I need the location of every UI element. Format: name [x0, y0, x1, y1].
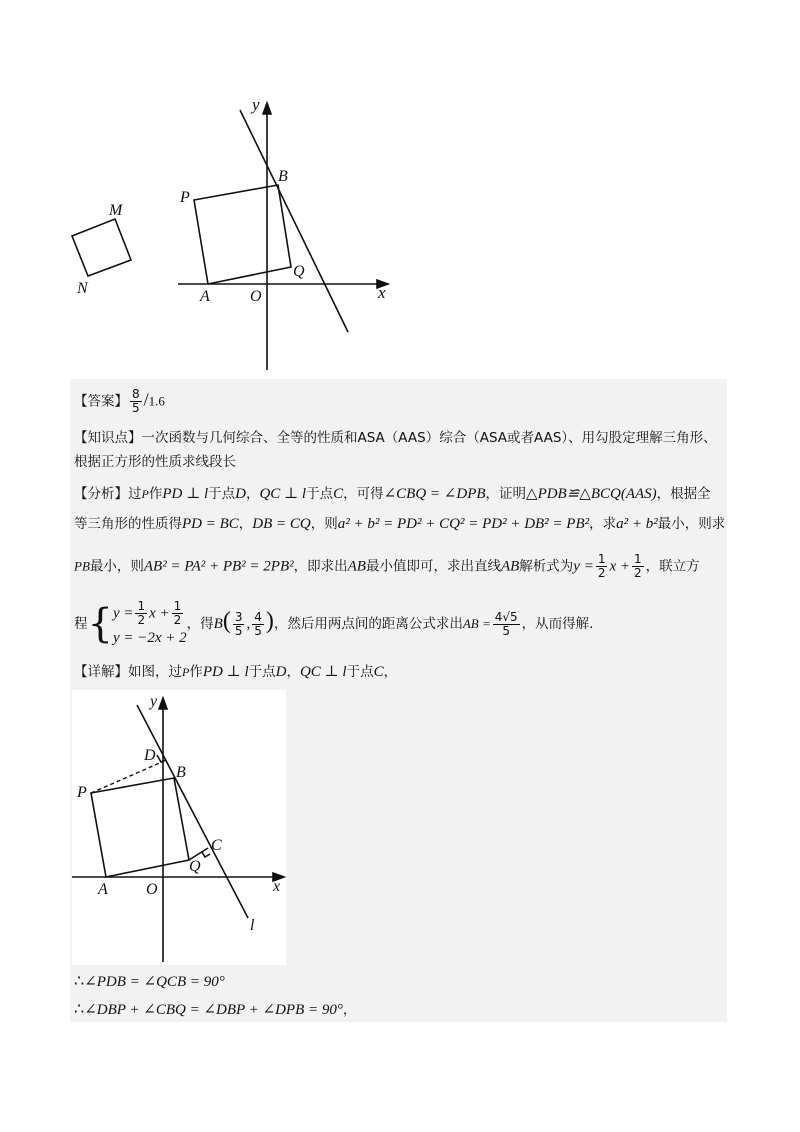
knowledge-line-2: 根据正方形的性质求线段长: [74, 454, 236, 470]
step-1: ∴∠PDB = ∠QCB = 90°: [74, 973, 225, 990]
label-M: M: [109, 202, 123, 219]
label-A: A: [200, 288, 210, 305]
label-Q: Q: [293, 263, 305, 280]
label-y: y: [150, 693, 158, 710]
analysis-line-2: 等三角形的性质得PD = BC，DB = CQ，则a² + b² = PD² + CQ² = PD² + DB² = PB²，求a² + b²最小，则求: [74, 516, 726, 532]
label-A: A: [98, 881, 108, 898]
label-Q: Q: [189, 858, 201, 875]
figure-coordinate-squares: [60, 90, 400, 380]
label-y: y: [252, 95, 260, 114]
label-l: l: [250, 917, 255, 934]
label-C: C: [211, 837, 222, 854]
figure-2-panel: [72, 690, 286, 965]
label-N: N: [77, 280, 88, 297]
right-angle-C: [202, 852, 210, 857]
label-P: P: [77, 784, 87, 801]
analysis-line-4: 程{ y = $\frac{1}{2}$ x + $\frac{1}{2}$ y = −2x + 2 ，得B( $\frac{3}{5}$ , $\frac{4}{5}$ )，然后用两点间的距离公式求出AB = $\frac{4√5}{5}$ ，从而得解.: [74, 598, 594, 647]
system-brace: {: [87, 601, 113, 647]
square-pabq: [91, 778, 189, 877]
answer-line: [74, 388, 165, 415]
figure-perpendiculars: [72, 690, 286, 965]
segment-PD-dashed: [91, 762, 162, 793]
step-2: ∴∠DBP + ∠CBQ = ∠DBP + ∠DPB = 90°，: [74, 1001, 357, 1018]
label-B: B: [278, 168, 288, 185]
knowledge-line-1: 【知识点】一次函数与几何综合、全等的性质和ASA（AAS）综合（ASA或者AAS）、用勾股定理解三角形、: [74, 430, 717, 446]
equation-system: y = $\frac{1}{2}$ x + $\frac{1}{2}$ y = −2x + 2: [112, 598, 187, 646]
y-axis-arrow: [159, 698, 167, 709]
y-axis-arrow: [263, 103, 271, 114]
answer-slash: /: [143, 389, 149, 410]
answer-alt: 1.6: [148, 393, 165, 409]
label-O: O: [250, 288, 262, 305]
analysis-line-1: 【分析】过P作PD ⊥ l于点D，QC ⊥ l于点C，可得∠CBQ = ∠DPB，证明△PDB≌△BCQ(AAS)，根据全: [74, 486, 711, 502]
answer-tag: 【答案】: [74, 393, 128, 410]
analysis-line-3: PB最小，则AB² = PA² + PB² = 2PB²，即求出AB最小值即可，求出直线AB解析式为y = $\frac{1}{2}$ x + $\frac{1}{2}$ ，联立方: [74, 552, 700, 580]
label-B: B: [176, 764, 186, 781]
label-P: P: [180, 189, 190, 206]
square-pabq: [194, 185, 291, 284]
detail-line: 【详解】如图，过P作PD ⊥ l于点D，QC ⊥ l于点C，: [74, 664, 398, 680]
label-x: x: [273, 878, 281, 895]
square-mn: [72, 219, 131, 276]
label-x: x: [378, 283, 386, 302]
answer-fraction: $\frac{8}{5}$: [132, 387, 140, 415]
label-O: O: [146, 881, 158, 898]
label-D: D: [144, 747, 156, 764]
